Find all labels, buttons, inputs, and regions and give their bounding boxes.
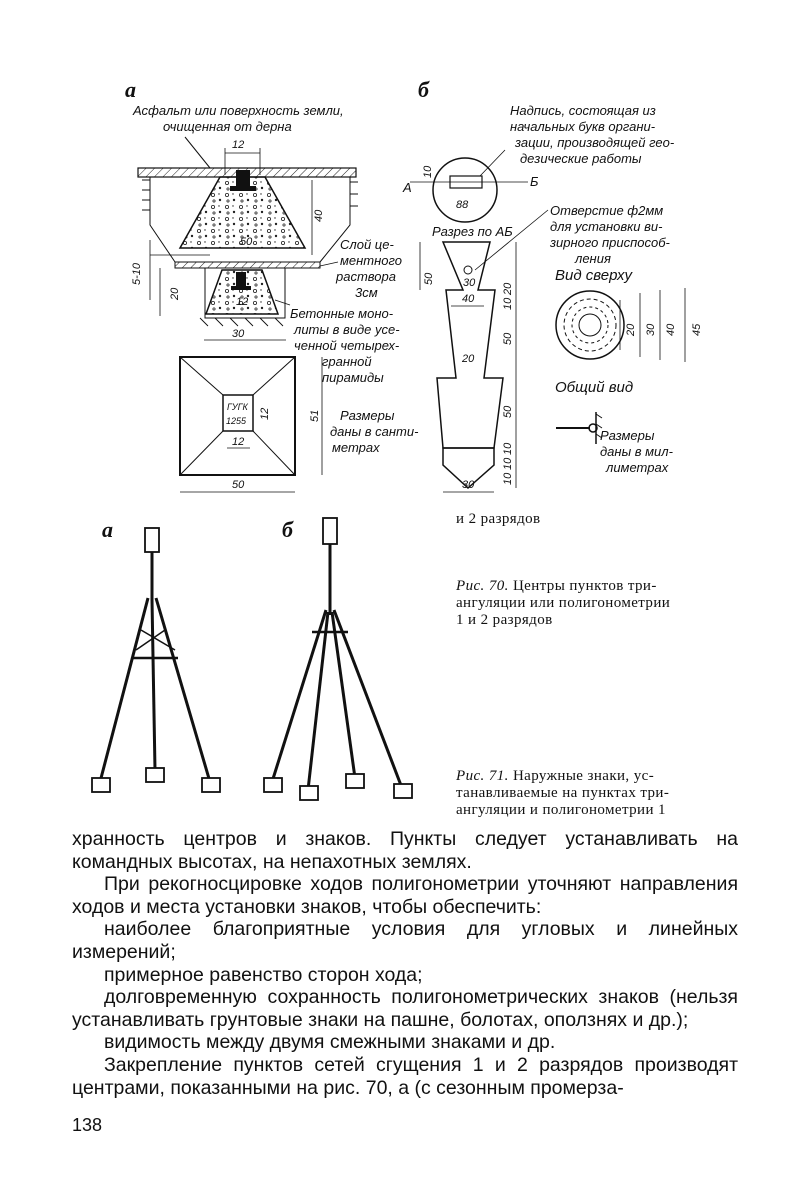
figure70-caption <box>456 578 738 629</box>
fig70-text-1: Центры пунктов три- <box>512 578 657 594</box>
hole-1: Отверстие ф2мм <box>550 203 664 218</box>
cement-note-3: раствора <box>336 269 396 284</box>
fig70-num: Рис. 70. <box>456 578 509 594</box>
dim-20: 20 <box>169 287 181 300</box>
cement-note-4: 3см <box>355 285 378 300</box>
hole-4: ления <box>575 251 611 266</box>
sizes-mm-2: даны в мил- <box>600 444 673 459</box>
figure70-continuation: и 2 разрядов <box>456 511 541 527</box>
dim-10-a: 10 <box>502 442 514 455</box>
top-view-label: Вид сверху <box>555 267 632 284</box>
section-title: Разрез по АБ <box>432 224 513 239</box>
hole-3: зирного приспособ- <box>550 235 670 250</box>
plate-text-1: ГУГК <box>227 402 248 412</box>
paragraph-7: Закрепление пунктов сетей сгущения 1 и 2 разрядов производят центрами, показанными на рис. 70, а (с сезонным промерза- <box>72 1053 738 1099</box>
figure70-panel-b <box>402 77 703 492</box>
surface-label-line2: очищенная от дерна <box>163 119 292 134</box>
dim-40-mid: 40 <box>462 293 475 305</box>
dim-10-c: 10 <box>502 472 514 485</box>
tv-40: 40 <box>665 323 677 336</box>
dim-30: 30 <box>232 328 245 340</box>
paragraph-6: видимость между двумя смежными знаками и др. <box>104 1031 556 1054</box>
mono-note-1: Бетонные моно- <box>290 306 394 321</box>
fig71-text-3: ангуляции и полигонометрии 1 <box>456 802 666 818</box>
fig70-text-2: ангуляции или полигонометрии <box>456 595 671 611</box>
tv-30: 30 <box>645 323 657 336</box>
fig71-panel-a-label: а <box>102 517 113 542</box>
dim-20-mid: 20 <box>462 353 475 365</box>
tv-45: 45 <box>691 323 703 336</box>
panel-a-label: а <box>125 77 136 102</box>
dim-50-r2: 50 <box>502 405 514 418</box>
paragraph-5: долговременную сохранность полигонометрических знаков (нельзя устанавливать грунтовые знаки на пашне, болотах, оползнях и др.); <box>72 986 738 1031</box>
dim-40: 40 <box>313 209 325 222</box>
sizes-mm-1: Размеры <box>600 428 655 443</box>
paragraph-1: хранность центров и знаков. Пункты следует устанавливать на командных высотах, на непахотных землях. <box>72 828 738 873</box>
dim-12-plate-v: 12 <box>259 407 271 420</box>
dim-51: 51 <box>309 409 321 422</box>
fig71-text-2: танавливаемые на пунктах три- <box>456 785 670 801</box>
dim-50-bottom: 50 <box>232 479 245 491</box>
sizes-cm-2: даны в санти- <box>330 424 419 439</box>
cement-layer <box>175 262 320 268</box>
inscr-3: зации, производящей гео- <box>515 135 675 150</box>
figure71-panel-b <box>264 517 412 800</box>
surface-label-line1: Асфальт или поверхность земли, <box>133 103 344 118</box>
fig71-num: Рис. 71. <box>456 768 509 784</box>
plate-text-2: 1255 <box>226 416 247 426</box>
mono-note-5: пирамиды <box>322 370 384 385</box>
dim-50-r1: 50 <box>502 332 514 345</box>
figure71-caption <box>456 768 738 819</box>
mono-note-3: ченной четырех- <box>294 338 400 353</box>
dim-10-b: 10 <box>502 457 514 470</box>
mono-note-4: гранной <box>322 354 372 369</box>
cement-note-2: ментного <box>340 253 403 268</box>
tv-20: 20 <box>625 323 637 336</box>
top-view-square <box>180 357 295 475</box>
figure70-panel-a <box>125 77 419 492</box>
dim-50: 50 <box>240 236 253 248</box>
paragraph-4: примерное равенство сторон хода; <box>104 963 423 986</box>
dim-12-plate: 12 <box>232 436 245 448</box>
sizes-cm-3: метрах <box>332 440 380 455</box>
top-view-rings <box>556 291 624 359</box>
fig70-text-3: 1 и 2 разрядов <box>456 612 553 628</box>
paragraph-2: При рекогносцировке ходов полигонометрии уточняют направления ходов и места установки знаков, чтобы обеспечить: <box>72 873 738 918</box>
sizes-cm-1: Размеры <box>340 408 395 423</box>
dim-30-bottom: 30 <box>462 479 475 491</box>
sizes-mm-3: лиметрах <box>606 460 669 475</box>
dim-12-small: 12 <box>236 296 249 308</box>
general-view-marker <box>556 412 602 444</box>
dim-30-mid: 30 <box>463 277 476 289</box>
dim-12-top: 12 <box>232 139 245 151</box>
dim-10-head: 10 <box>422 165 434 178</box>
page-number: 138 <box>72 1115 103 1135</box>
panel-b-label: б <box>418 77 429 102</box>
paragraph-3: наиболее благоприятные условия для угловых и линейных измерений; <box>72 918 738 963</box>
mono-note-2: литы в виде усе- <box>294 322 400 337</box>
general-view-label: Общий вид <box>555 379 634 396</box>
body-text <box>72 828 738 1099</box>
cement-note-1: Слой це- <box>340 237 394 252</box>
inscr-1: Надпись, состоящая из <box>510 103 656 118</box>
fig71-panel-b-label: б <box>282 517 293 542</box>
inscr-4: дезические работы <box>520 151 642 166</box>
section-b: Б <box>530 174 539 189</box>
dim-10-r: 10 <box>502 297 514 310</box>
figure71-panel-a <box>92 517 220 792</box>
fig71-text-1: Наружные знаки, ус- <box>512 768 655 784</box>
section-a: А <box>403 180 412 195</box>
dim-88: 88 <box>456 199 469 211</box>
marker-head <box>433 158 497 222</box>
dim-5-10: 5-10 <box>131 262 143 285</box>
hole-2: для установки ви- <box>550 219 663 234</box>
dim-50-left: 50 <box>423 272 435 285</box>
dim-20-r: 20 <box>502 282 514 295</box>
inscr-2: начальных букв органи- <box>510 119 656 134</box>
